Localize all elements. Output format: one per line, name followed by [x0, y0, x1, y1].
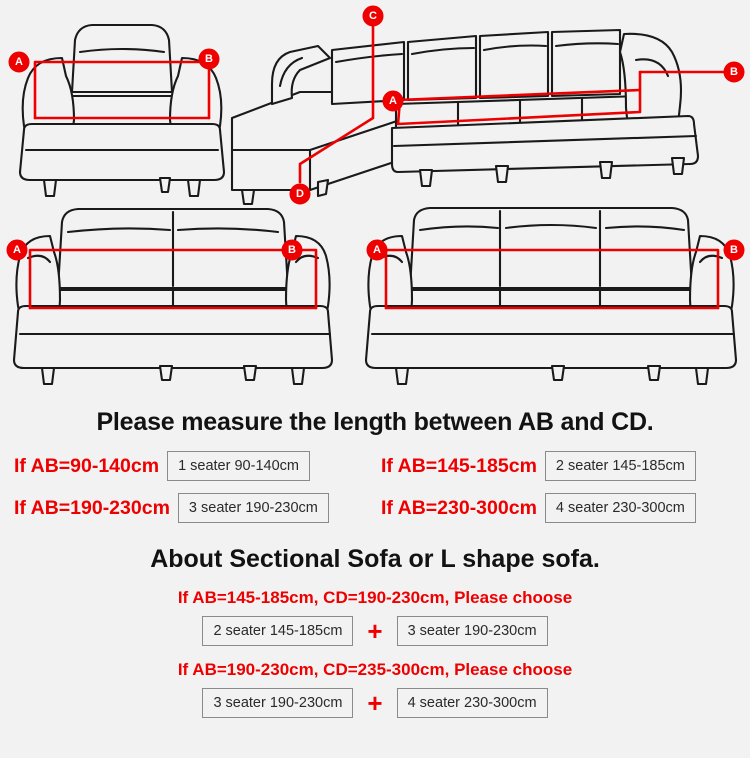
marker-a-one-seater [9, 52, 29, 72]
marker-a-sectional [383, 91, 403, 111]
rule-4-condition: If AB=230-300cm [381, 496, 537, 519]
two-seater-sofa [7, 209, 332, 384]
sectional-l-shape-sofa [232, 6, 744, 204]
plus-icon: + [367, 688, 383, 718]
marker-c-sectional [363, 6, 383, 26]
svg-text:C: C [369, 10, 377, 22]
rule-2-condition: If AB=145-185cm [381, 454, 537, 477]
rule-2-seater [375, 451, 742, 481]
svg-text:A: A [13, 244, 21, 256]
svg-text:A: A [389, 95, 397, 107]
svg-text:B: B [730, 244, 738, 256]
chip-3-seater[interactable]: 3 seater 190-230cm [178, 493, 329, 523]
chip-sectional-2-right[interactable]: 4 seater 230-300cm [397, 688, 548, 718]
rule-3-condition: If AB=190-230cm [14, 496, 170, 519]
sectional-rule-2-combo [8, 688, 742, 718]
svg-text:B: B [288, 244, 296, 256]
sectional-headline: About Sectional Sofa or L shape sofa. [150, 545, 600, 573]
marker-a-two-seater [7, 240, 27, 260]
sectional-rule-2-condition: If AB=190-230cm, CD=235-300cm, Please choose [177, 660, 573, 679]
svg-text:A: A [373, 244, 381, 256]
chip-1-seater[interactable]: 1 seater 90-140cm [167, 451, 310, 481]
marker-b-one-seater [199, 49, 219, 69]
marker-b-three-seater [724, 240, 744, 260]
chip-sectional-1-left[interactable]: 2 seater 145-185cm [202, 616, 353, 646]
size-rules-grid [8, 451, 742, 523]
rule-4-seater [375, 493, 742, 523]
marker-a-three-seater [367, 240, 387, 260]
svg-text:A: A [15, 56, 23, 68]
svg-text:B: B [205, 53, 213, 65]
marker-b-sectional [724, 62, 744, 82]
marker-d-sectional [290, 184, 310, 204]
plus-icon: + [367, 616, 383, 646]
one-seater-sofa [9, 25, 224, 196]
sectional-rule-1-combo [8, 616, 742, 646]
instructions-area [0, 408, 750, 758]
rule-1-seater [8, 451, 375, 481]
rule-3-seater [8, 493, 375, 523]
rule-1-condition: If AB=90-140cm [14, 454, 160, 477]
svg-text:D: D [296, 188, 304, 200]
marker-b-two-seater [282, 240, 302, 260]
measure-headline: Please measure the length between AB and CD. [96, 408, 654, 436]
svg-text:B: B [730, 66, 738, 78]
chip-sectional-2-left[interactable]: 3 seater 190-230cm [202, 688, 353, 718]
three-seater-sofa [366, 208, 744, 384]
chip-2-seater[interactable]: 2 seater 145-185cm [545, 451, 696, 481]
chip-sectional-1-right[interactable]: 3 seater 190-230cm [397, 616, 548, 646]
chip-4-seater[interactable]: 4 seater 230-300cm [545, 493, 696, 523]
sectional-rule-1-condition: If AB=145-185cm, CD=190-230cm, Please choose [177, 588, 573, 607]
